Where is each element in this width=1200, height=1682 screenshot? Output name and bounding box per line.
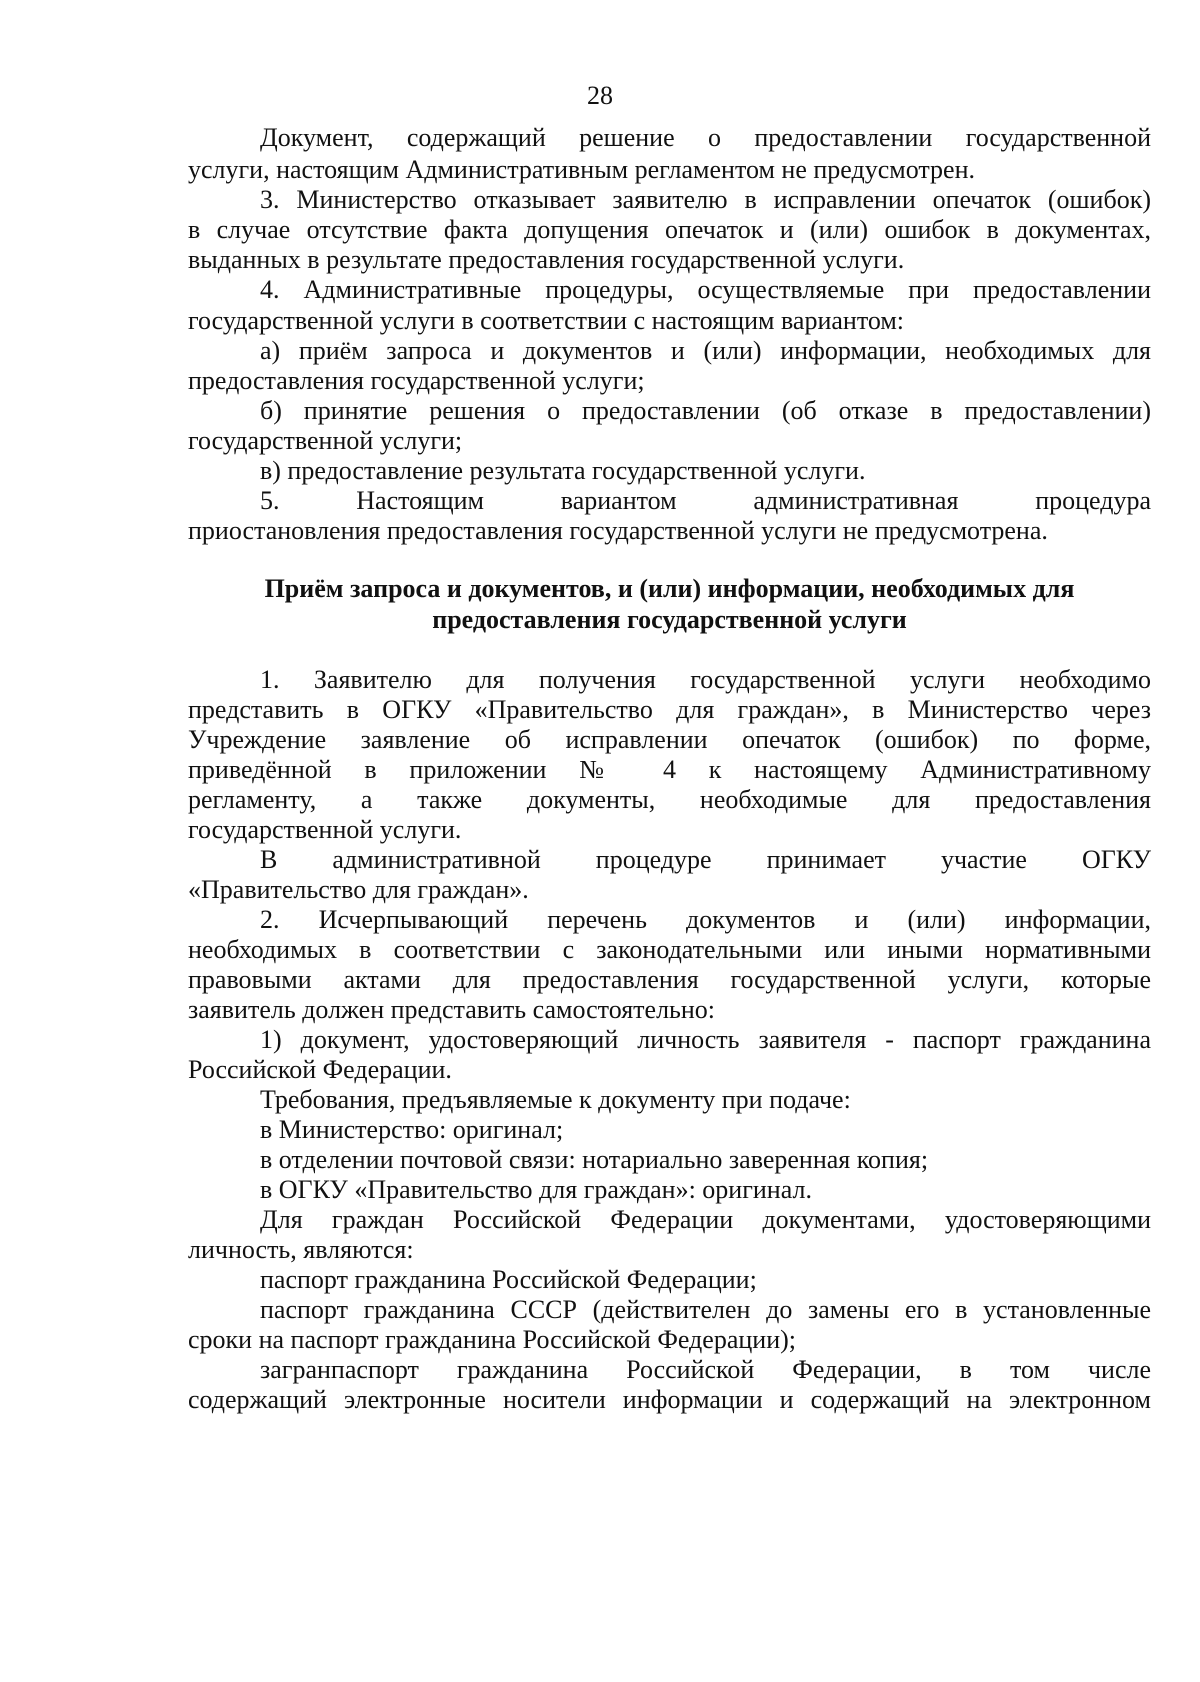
text-line: государственной услуги. — [188, 815, 462, 844]
text-line: в Министерство: оригинал; — [260, 1115, 564, 1144]
text-line: государственной услуги в соответствии с настоящим вариантом: — [188, 306, 905, 335]
text-line: Российской Федерации. — [188, 1055, 452, 1084]
text-line: выданных в результате предоставления государственной услуги. — [188, 245, 905, 274]
text-line: приведённой в приложении № 4 к настоящему Административному — [188, 755, 1151, 784]
text-line: 4. Административные процедуры, осуществляемые при предоставлении — [260, 275, 1151, 304]
text-line: приостановления предоставления государственной услуги не предусмотрена. — [188, 516, 1048, 545]
section-heading-line: предоставления государственной услуги — [432, 605, 907, 634]
text-line: содержащий электронные носители информации и содержащий на электронном — [188, 1385, 1151, 1414]
text-line: Учреждение заявление об исправлении опечаток (ошибок) по форме, — [188, 725, 1151, 754]
text-line: 1. Заявителю для получения государственной услуги необходимо — [260, 665, 1151, 694]
text-line: сроки на паспорт гражданина Российской Федерации); — [188, 1325, 796, 1354]
text-line: услуги, настоящим Административным регламентом не предусмотрен. — [188, 155, 975, 184]
text-line: в отделении почтовой связи: нотариально заверенная копия; — [260, 1145, 929, 1174]
page-number: 28 — [587, 81, 613, 110]
text-line: личность, являются: — [188, 1235, 414, 1264]
text-line: в ОГКУ «Правительство для граждан»: оригинал. — [260, 1175, 812, 1204]
text-line: в) предоставление результата государственной услуги. — [260, 456, 866, 485]
text-line: государственной услуги; — [188, 426, 463, 455]
text-line: Требования, предъявляемые к документу при подаче: — [260, 1085, 851, 1114]
text-line: представить в ОГКУ «Правительство для граждан», в Министерство через — [188, 695, 1151, 724]
text-line: загранпаспорт гражданина Российской Федерации, в том числе — [260, 1355, 1151, 1384]
text-line: а) приём запроса и документов и (или) информации, необходимых для — [260, 336, 1151, 365]
text-line: паспорт гражданина СССР (действителен до замены его в установленные — [260, 1295, 1151, 1324]
text-line: необходимых в соответствии с законодательными или иными нормативными — [188, 935, 1151, 964]
text-line: правовыми актами для предоставления государственной услуги, которые — [188, 965, 1151, 994]
text-line: б) принятие решения о предоставлении (об отказе в предоставлении) — [260, 396, 1151, 425]
text-line: Документ, содержащий решение о предоставлении государственной — [260, 123, 1151, 152]
text-line: в случае отсутствие факта допущения опечаток и (или) ошибок в документах, — [188, 215, 1151, 244]
text-line: 2. Исчерпывающий перечень документов и (или) информации, — [260, 905, 1151, 934]
text-line: 5. Настоящим вариантом административная процедура — [260, 486, 1151, 515]
section-heading-line: Приём запроса и документов, и (или) информации, необходимых для — [264, 574, 1075, 603]
text-line: заявитель должен представить самостоятельно: — [188, 995, 716, 1024]
text-line: регламенту, а также документы, необходимые для предоставления — [188, 785, 1151, 814]
text-line: паспорт гражданина Российской Федерации; — [260, 1265, 757, 1294]
text-line: В административной процедуре принимает участие ОГКУ — [260, 845, 1151, 874]
text-line: Для граждан Российской Федерации документами, удостоверяющими — [260, 1205, 1151, 1234]
text-line: 3. Министерство отказывает заявителю в исправлении опечаток (ошибок) — [260, 185, 1151, 214]
text-line: 1) документ, удостоверяющий личность заявителя - паспорт гражданина — [260, 1025, 1151, 1054]
text-line: «Правительство для граждан». — [188, 875, 529, 904]
text-line: предоставления государственной услуги; — [188, 366, 645, 395]
